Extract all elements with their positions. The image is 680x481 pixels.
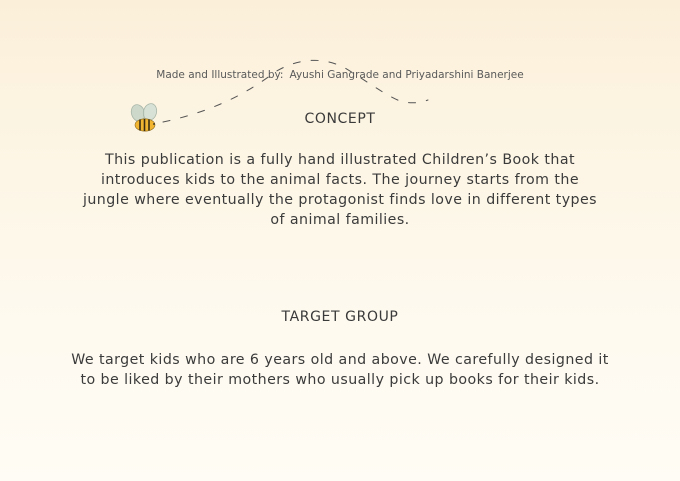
credit-label: Made and Illustrated by: bbox=[156, 69, 284, 81]
target-group-heading: TARGET GROUP bbox=[281, 309, 399, 325]
concept-heading: CONCEPT bbox=[304, 111, 376, 127]
credit-authors: Ayushi Gangrade and Priyadarshini Banerjee bbox=[289, 69, 524, 81]
target-group-paragraph: We target kids who are 6 years old and above. We carefully designed it to be liked by their mothers who usually pick up books for their kids. bbox=[71, 352, 609, 388]
credits-line bbox=[0, 69, 680, 81]
concept-paragraph: This publication is a fully hand illustrated Children’s Book that introduces kids to the animal facts. The journey starts from the jungle where eventually the protagonist finds love in different types of animal families. bbox=[82, 152, 598, 228]
